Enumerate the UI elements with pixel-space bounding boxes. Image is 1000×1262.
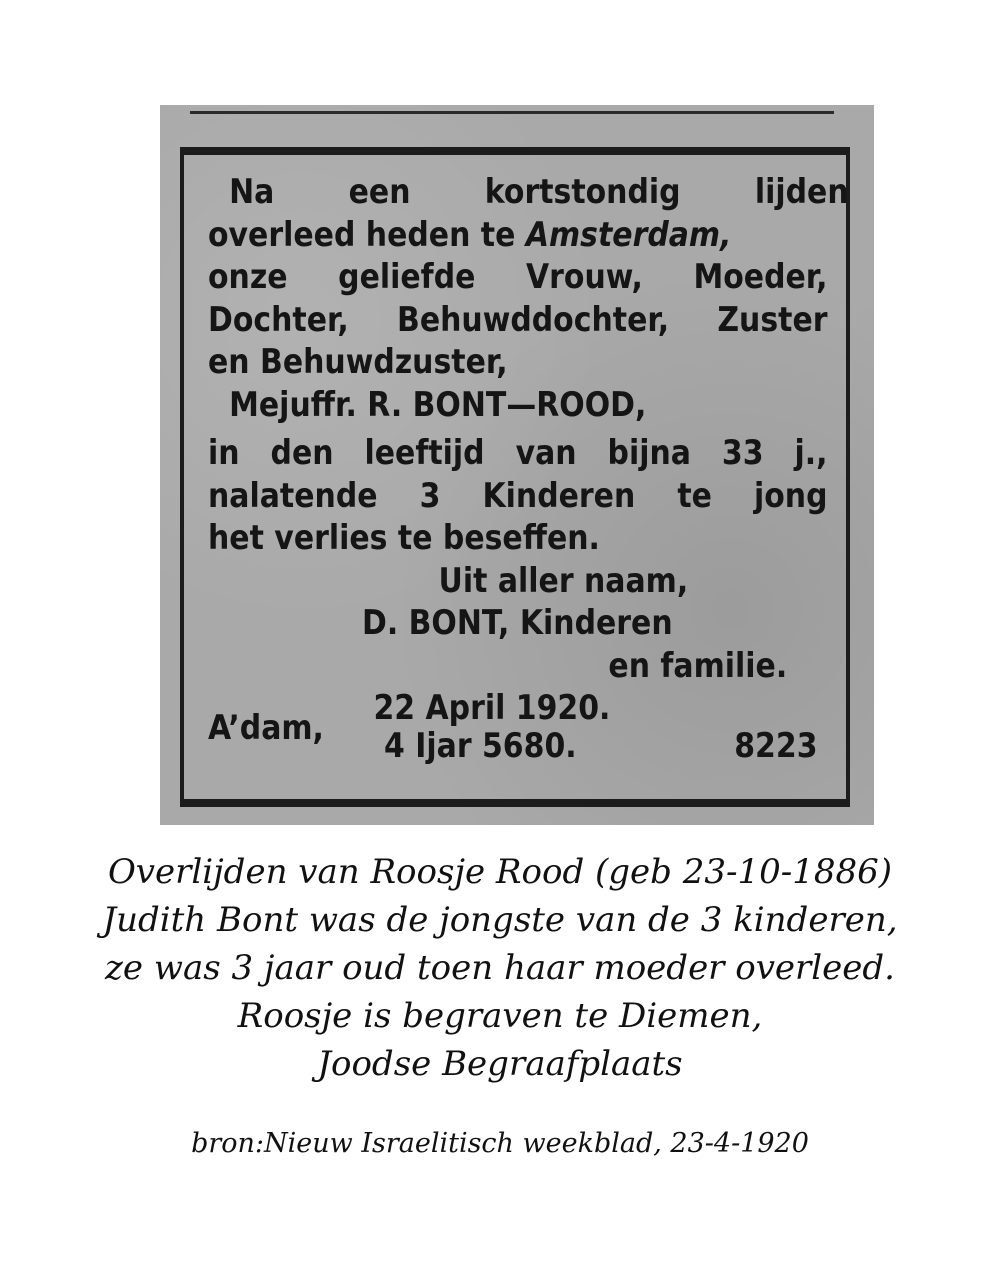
notice-line: en Behuwdzuster, (208, 342, 508, 382)
place: A’dam, (208, 708, 324, 748)
notice-line: onze geliefde Vrouw, Moeder, (208, 257, 828, 297)
ad-number: 8223 (734, 726, 818, 766)
notice-line: Na een kortstondig lijden (229, 172, 849, 212)
notice-line: nalatende 3 Kinderen te jong (208, 475, 828, 516)
source-citation: bron:Nieuw Israelitisch weekblad, 23-4-1920 (191, 1128, 809, 1159)
notice-line: en familie. (608, 645, 788, 686)
notice-line: Uit aller naam, (438, 560, 689, 601)
deceased-name: Mejuffr. R. BONT—ROOD, (229, 384, 647, 425)
caption-line: Overlijden van Roosje Rood (geb 23-10-1886) (107, 852, 893, 892)
notice-line: overleed heden te Amsterdam, (208, 214, 732, 255)
caption-line: ze was 3 jaar oud toen haar moeder overleed. (105, 948, 895, 988)
newspaper-clipping (160, 105, 874, 825)
death-notice (208, 171, 849, 773)
date-gregorian: 22 April 1920. (373, 688, 611, 728)
caption-line: Judith Bont was de jongste van de 3 kinderen, (102, 900, 898, 940)
caption-line: Roosje is begraven te Diemen, (237, 996, 763, 1036)
notice-line: het verlies te beseffen. (208, 518, 600, 558)
date-hebrew: 4 Ijar 5680. (384, 726, 577, 766)
notice-line: Dochter, Behuwddochter, Zuster (208, 299, 828, 340)
date-block (208, 687, 818, 773)
top-rule (190, 111, 834, 114)
caption (0, 848, 1000, 1088)
caption-line: Joodse Begraafplaats (317, 1044, 683, 1084)
signatory: D. BONT, Kinderen (362, 603, 673, 643)
notice-line: in den leeftijd van bijna 33 j., (208, 433, 828, 473)
